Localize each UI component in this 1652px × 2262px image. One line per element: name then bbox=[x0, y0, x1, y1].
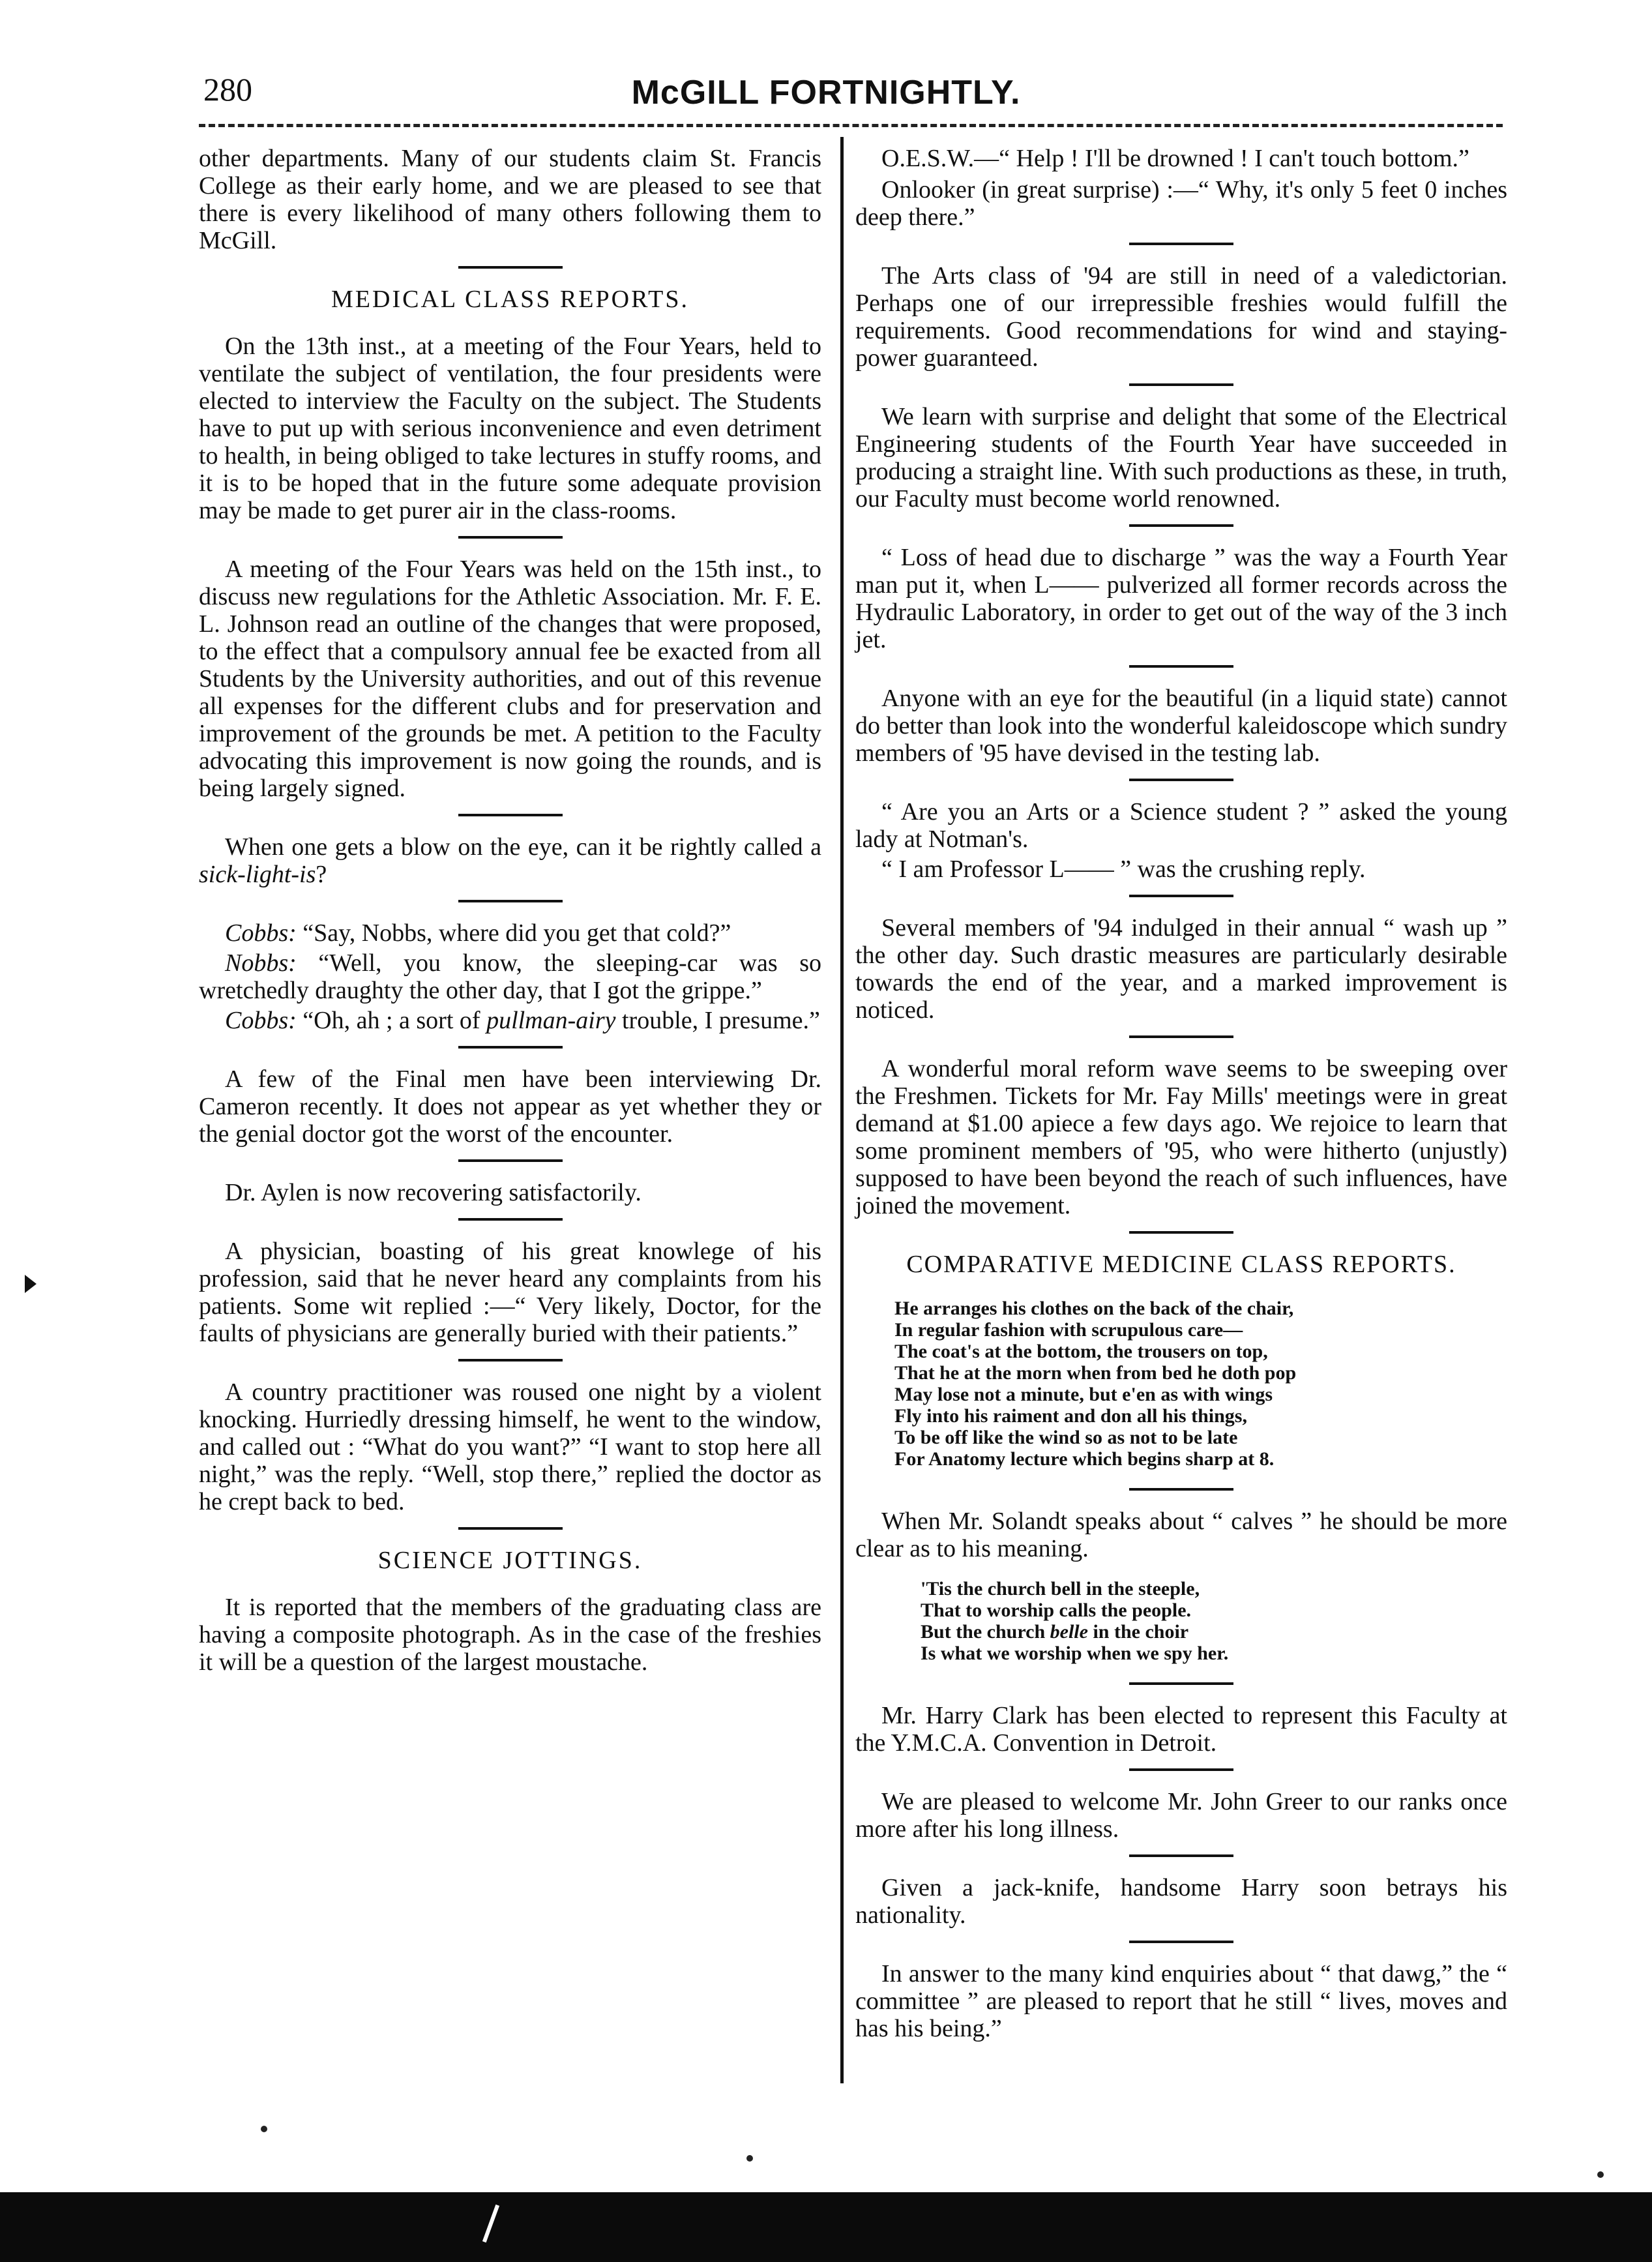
pun-text: sick-light-is bbox=[199, 861, 316, 888]
paragraph: A country practitioner was roused one night by a violent knocking. Hurriedly dressing himself, he went to the window, and called out : “What do you want?” “I want to stop here all night,” was the reply. “Well, stop there,” replied the doctor as he crept back to bed. bbox=[199, 1378, 821, 1515]
publication-title: McGILL FORTNIGHTLY. bbox=[631, 74, 1021, 112]
speaker-name: Nobbs: bbox=[225, 949, 297, 977]
separator-rule bbox=[458, 1159, 563, 1162]
poem-line: To be off like the wind so as not to be late bbox=[894, 1427, 1238, 1448]
poem-line: Fly into his raiment and don all his things, bbox=[894, 1405, 1247, 1427]
separator-rule bbox=[1129, 1488, 1233, 1491]
separator-rule bbox=[1129, 1035, 1233, 1038]
margin-mark bbox=[25, 1275, 37, 1293]
paragraph: In answer to the many kind enquiries about “ that dawg,” the “ committee ” are pleased to report that he still “ lives, moves and has his being.” bbox=[855, 1960, 1507, 2042]
poem bbox=[921, 1578, 1507, 1664]
paragraph: O.E.S.W.—“ Help ! I'll be drowned ! I can't touch bottom.” bbox=[881, 145, 1469, 172]
separator-rule bbox=[1129, 524, 1233, 527]
left-column bbox=[199, 145, 821, 1688]
separator-rule bbox=[1129, 1231, 1233, 1234]
poem-line: He arranges his clothes on the back of the chair, bbox=[894, 1298, 1294, 1319]
separator-rule bbox=[458, 266, 563, 269]
paragraph: A meeting of the Four Years was held on the 15th inst., to discuss new regulations for the Athletic Association. Mr. F. E. L. Johnson read an outline of the changes that were proposed, to the effect that a compulsory annual fee be exacted from all Students by the University authorities, and out of this revenue all expenses for the different clubs and for preservation and improvement of the grounds be met. A petition to the Faculty advocating this improvement is now going the rounds, and is being largely signed. bbox=[199, 556, 821, 802]
dialogue-text: “Say, Nobbs, where did you get that cold?” bbox=[296, 919, 731, 947]
right-column bbox=[855, 145, 1507, 2054]
separator-rule bbox=[458, 1218, 563, 1221]
page-number: 280 bbox=[203, 71, 252, 108]
separator-rule bbox=[458, 536, 563, 539]
paragraph: other departments. Many of our students claim St. Francis College as their early home, and we are pleased to see that there is every likelihood of many others following them to McGill. bbox=[199, 145, 821, 254]
dialogue-text: “Oh, ah ; a sort of bbox=[296, 1007, 487, 1034]
paragraph: A physician, boasting of his great knowlege of his profession, said that he never heard any complaints from his patients. Some wit replied :—“ Very likely, Doctor, for the faults of physicians are generally buried with their patients.” bbox=[199, 1238, 821, 1347]
poem-line: Is what we worship when we spy her. bbox=[921, 1643, 1229, 1664]
text-span: When one gets a blow on the eye, can it be rightly called a bbox=[225, 833, 821, 861]
poem-line bbox=[921, 1621, 1507, 1643]
paragraph: Several members of '94 indulged in their annual “ wash up ” the other day. Such drastic measures are particularly desirable towards the end of the year, and a marked improvement is noticed. bbox=[855, 914, 1507, 1024]
separator-rule bbox=[1129, 1941, 1233, 1943]
dialogue-text: “Well, you know, the sleeping-car was so wretchedly draughty the other day, that I got the grippe.” bbox=[199, 949, 821, 1004]
separator-rule bbox=[1129, 243, 1233, 245]
separator-rule bbox=[458, 1359, 563, 1362]
section-heading-comparative: COMPARATIVE MEDICINE CLASS REPORTS. bbox=[906, 1251, 1456, 1278]
paragraph: Given a jack-knife, handsome Harry soon betrays his nationality. bbox=[855, 1874, 1507, 1929]
paragraph: “ Are you an Arts or a Science student ? ” asked the young lady at Notman's. bbox=[855, 798, 1507, 853]
poem-line: The coat's at the bottom, the trousers on top, bbox=[894, 1341, 1268, 1362]
paragraph: “ Loss of head due to discharge ” was the way a Fourth Year man put it, when L—— pulverized all former records across the Hydraulic Laboratory, in order to get out of the way of the 3 inch jet. bbox=[855, 544, 1507, 653]
paragraph: On the 13th inst., at a meeting of the Four Years, held to ventilate the subject of ventilation, the four presidents were elected to interview the Faculty on the subject. The Students have to put up with serious inconvenience and even detriment to health, in being obliged to take lectures in stuffy rooms, and it is to be hoped that in the future some adequate provision may be made to get purer air in the class-rooms. bbox=[199, 333, 821, 524]
poem-line: May lose not a minute, but e'en as with wings bbox=[894, 1384, 1273, 1405]
separator-rule bbox=[1129, 779, 1233, 781]
paragraph: Onlooker (in great surprise) :—“ Why, it's only 5 feet 0 inches deep there.” bbox=[855, 176, 1507, 231]
speaker-name: Cobbs: bbox=[225, 919, 297, 947]
paragraph: Dr. Aylen is now recovering satisfactorily. bbox=[225, 1179, 642, 1206]
paragraph: The Arts class of '94 are still in need of a valedictorian. Perhaps one of our irrepressible freshies would fulfill the requirements. Good recommendations for wind and staying-power guaranteed. bbox=[855, 262, 1507, 372]
separator-rule bbox=[1129, 895, 1233, 897]
separator-rule bbox=[458, 1527, 563, 1530]
separator-rule bbox=[458, 900, 563, 902]
scan-edge-bar bbox=[0, 2192, 1652, 2262]
paragraph: A wonderful moral reform wave seems to be sweeping over the Freshmen. Tickets for Mr. Fay Mills' meetings were in great demand at $1.00 apiece a few days ago. We rejoice to learn that some prominent members of '95, who were hitherto (unjustly) supposed to have been beyond the reach of such influences, have joined the movement. bbox=[855, 1055, 1507, 1219]
separator-rule bbox=[1129, 1854, 1233, 1857]
paragraph: “ I am Professor L—— ” was the crushing reply. bbox=[881, 856, 1366, 883]
separator-rule bbox=[1129, 665, 1233, 668]
poem-line: That he at the morn when from bed he doth pop bbox=[894, 1362, 1297, 1384]
poem-line: In regular fashion with scrupulous care— bbox=[894, 1319, 1243, 1341]
section-heading-science: SCIENCE JOTTINGS. bbox=[377, 1547, 643, 1574]
paragraph: It is reported that the members of the graduating class are having a composite photograph. As in the case of the freshies it will be a question of the largest moustache. bbox=[199, 1594, 821, 1676]
pun-text: pullman-airy bbox=[486, 1007, 616, 1034]
speck-mark bbox=[1597, 2171, 1604, 2178]
dialogue-line bbox=[199, 949, 821, 1004]
header-rule bbox=[199, 124, 1503, 127]
paragraph: Mr. Harry Clark has been elected to represent this Faculty at the Y.M.C.A. Convention in Detroit. bbox=[855, 1702, 1507, 1757]
poem-text: But the church bbox=[921, 1621, 1050, 1643]
separator-rule bbox=[1129, 1768, 1233, 1771]
separator-rule bbox=[458, 1046, 563, 1049]
paragraph: A few of the Final men have been interviewing Dr. Cameron recently. It does not appear as yet whether they or the genial doctor got the worst of the encounter. bbox=[199, 1065, 821, 1148]
speck-mark bbox=[746, 2155, 753, 2162]
separator-rule bbox=[1129, 1682, 1233, 1685]
dialogue-text: trouble, I presume.” bbox=[615, 1007, 820, 1034]
text-span: ? bbox=[316, 861, 327, 888]
dialogue-line bbox=[199, 919, 821, 947]
pun-text: belle bbox=[1050, 1621, 1088, 1643]
separator-rule bbox=[1129, 383, 1233, 386]
dialogue-line bbox=[199, 1007, 821, 1034]
paragraph: When Mr. Solandt speaks about “ calves ” he should be more clear as to his meaning. bbox=[855, 1508, 1507, 1562]
paragraph: Anyone with an eye for the beautiful (in a liquid state) cannot do better than look into the wonderful kaleidoscope which sundry members of '95 have devised in the testing lab. bbox=[855, 685, 1507, 767]
separator-rule bbox=[458, 814, 563, 816]
paragraph bbox=[199, 833, 821, 888]
poem-text: in the choir bbox=[1087, 1621, 1189, 1643]
speck-mark bbox=[261, 2126, 267, 2132]
paragraph: We learn with surprise and delight that some of the Electrical Engineering students of the Fourth Year have succeeded in producing a straight line. With such productions as these, in truth, our Faculty must become world renowned. bbox=[855, 403, 1507, 513]
poem-line: For Anatomy lecture which begins sharp at 8. bbox=[894, 1448, 1275, 1470]
column-divider bbox=[840, 137, 844, 2083]
poem bbox=[894, 1298, 1507, 1470]
paragraph: We are pleased to welcome Mr. John Greer to our ranks once more after his long illness. bbox=[855, 1788, 1507, 1843]
speaker-name: Cobbs: bbox=[225, 1007, 297, 1034]
poem-line: 'Tis the church bell in the steeple, bbox=[921, 1578, 1200, 1600]
section-heading-medical: MEDICAL CLASS REPORTS. bbox=[331, 286, 689, 313]
poem-line: That to worship calls the people. bbox=[921, 1600, 1192, 1621]
